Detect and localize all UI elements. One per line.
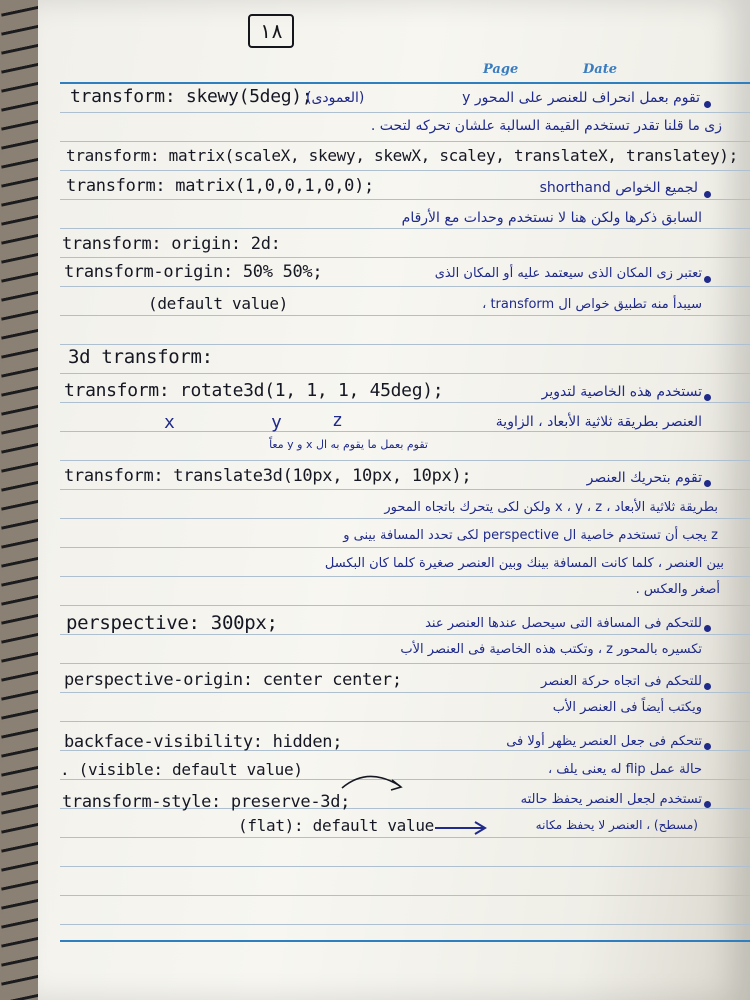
ruled-line (60, 837, 750, 838)
curved-arrow-icon (338, 766, 408, 796)
date-label: Date (583, 62, 617, 77)
ruled-line (60, 547, 750, 548)
ruled-line (60, 634, 750, 635)
code-line-perspective-origin: perspective-origin: center center; (64, 670, 402, 690)
header-rule (60, 82, 750, 84)
arabic-desc-reverse: أصغر والعكس . (635, 582, 720, 597)
arabic-desc-shorthand: لجميع الخواص shorthand (539, 180, 698, 196)
arabic-desc-distance: بين العنصر ، كلما كانت المسافة بينك وبين العنصر صغيرة كلما كان البكسل (324, 556, 724, 571)
arabic-desc-xy: تقوم بعمل ما يقوم به ال x و y معاً (269, 438, 428, 451)
arabic-desc-no-units: السابق ذكرها ولكن هنا لا نستخدم وحدات مع الأرقام (401, 210, 702, 226)
ruled-line (60, 518, 750, 519)
arabic-desc-parent: تكسيره بالمحور z ، وتكتب هذه الخاصية فى العنصر الأب (400, 642, 702, 657)
arabic-desc-origin: تعتبر زى المكان الذى سيعتمد عليه أو المكان الذى (434, 266, 702, 281)
axis-z-label: z (332, 410, 343, 431)
section-heading-3d: 3d transform: (68, 346, 213, 368)
ruled-line (60, 257, 750, 258)
arabic-desc-backface: تتحكم فى جعل العنصر يظهر أولا فى (506, 734, 702, 749)
ruled-line (60, 344, 750, 345)
ruled-line (60, 489, 750, 490)
page-number-box: ١٨ (248, 14, 294, 48)
ruled-line (60, 402, 750, 403)
code-line-matrix-syntax: transform: matrix(scaleX, skewy, skewX, scaley, translateX, translatey); (66, 146, 738, 165)
ruled-line (60, 663, 750, 664)
ruled-line (60, 228, 750, 229)
ruled-line (60, 199, 750, 200)
code-line-skewy: transform: skewy(5deg); (70, 86, 313, 107)
axis-x-label: x (164, 412, 175, 433)
arrow-icon (433, 818, 493, 838)
arabic-note-vertical: (العمودى) (306, 90, 365, 106)
bullet (704, 743, 711, 750)
arabic-desc-flat: (مسطح) ، العنصر لا يحفظ مكانه (535, 818, 698, 832)
bullet (704, 191, 711, 198)
code-line-origin-2d: transform: origin: 2d: (62, 234, 281, 254)
footer-rule (60, 940, 750, 942)
notebook-page (38, 0, 750, 1000)
ruled-line (60, 170, 750, 171)
code-line-rotate3d: transform: rotate3d(1, 1, 1, 45deg); (64, 380, 444, 401)
arabic-desc-perspective-note: z يجب أن تستخدم خاصية ال perspective لكى تحدد المسافة بينى و (343, 528, 718, 543)
code-line-transform-style: transform-style: preserve-3d; (62, 792, 351, 812)
ruled-line (60, 460, 750, 461)
arabic-desc-origin-start: سيبدأ منه تطبيق خواص ال transform ، (482, 297, 702, 312)
ruled-line (60, 373, 750, 374)
ruled-line (60, 605, 750, 606)
bullet (704, 801, 711, 808)
ruled-line (60, 924, 750, 925)
code-line-translate3d: transform: translate3d(10px, 10px, 10px); (64, 466, 472, 486)
code-line-transform-origin: transform-origin: 50% 50%; (64, 262, 323, 282)
bullet (704, 276, 711, 283)
bullet (704, 683, 711, 690)
code-visible-default: . (visible: default value) (60, 760, 303, 779)
arabic-desc-skewy: تقوم بعمل انحراف للعنصر على المحور y (462, 90, 700, 106)
page-label: Page (483, 62, 519, 77)
axis-y-label: y (271, 412, 282, 433)
arabic-desc-rotate: تستخدم هذه الخاصية لتدوير (541, 384, 702, 400)
arabic-desc-parent-too: ويكتب أيضاً فى العنصر الأب (552, 700, 702, 715)
ruled-line (60, 141, 750, 142)
ruled-line (60, 112, 750, 113)
arabic-desc-3d-angle: العنصر بطريقة ثلاثية الأبعاد ، الزاوية (495, 414, 702, 430)
code-line-matrix-values: transform: matrix(1,0,0,1,0,0); (66, 176, 374, 196)
arabic-desc-translate-axes: بطريقة ثلاثية الأبعاد ، x ، y ، z ولكن لكى يتحرك باتجاه المحور (384, 500, 718, 515)
bullet (704, 394, 711, 401)
arabic-desc-negative: زى ما قلنا تقدر تستخدم القيمة السالبة علشان تحركه لتحت . (370, 118, 722, 134)
ruled-line (60, 692, 750, 693)
code-line-backface: backface-visibility: hidden; (64, 732, 343, 752)
code-default-value: (default value) (148, 294, 288, 313)
ruled-line (60, 866, 750, 867)
arabic-desc-flip: حالة عمل flip له يعنى يلف ، (547, 762, 702, 777)
arabic-desc-preserve: تستخدم لجعل العنصر يحفظ حالته (520, 792, 702, 807)
bullet (704, 480, 711, 487)
ruled-line (60, 576, 750, 577)
arabic-desc-translate: تقوم بتحريك العنصر (586, 470, 702, 486)
code-flat-default: (flat): default value (238, 816, 434, 835)
ruled-line (60, 315, 750, 316)
ruled-line (60, 895, 750, 896)
code-line-perspective: perspective: 300px; (66, 612, 278, 634)
arabic-desc-direction: للتحكم فى اتجاه حركة العنصر (541, 674, 702, 689)
bullet (704, 625, 711, 632)
ruled-line (60, 721, 750, 722)
bullet (704, 101, 711, 108)
arabic-desc-perspective: للتحكم فى المسافة التى سيحصل عندها العنصر عند (425, 616, 702, 631)
ruled-line (60, 286, 750, 287)
